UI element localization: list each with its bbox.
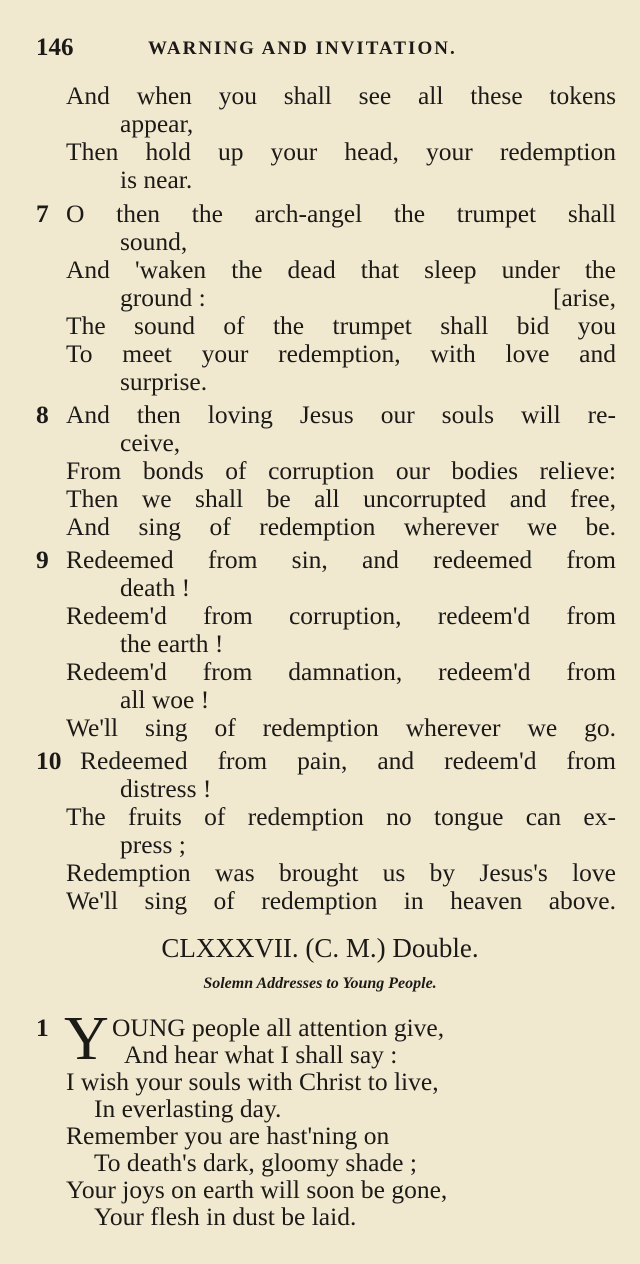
running-head: WARNING AND INVITATION. xyxy=(148,38,457,59)
stanza-9-line-1-cont: death ! xyxy=(120,573,191,602)
hymn-line-8: Your flesh in dust be laid. xyxy=(94,1202,357,1231)
stanza-9-line-3-cont: all woe ! xyxy=(120,685,210,714)
stanza-10-line-1: Redeemed from pain, and redeem'd from xyxy=(80,746,616,775)
hymn-line-6: To death's dark, gloomy shade ; xyxy=(94,1148,417,1177)
page-number: 146 xyxy=(36,34,74,61)
stanza-6-line-2: Then hold up your head, your redemption xyxy=(66,137,616,166)
stanza-10-line-4: We'll sing of redemption in heaven above. xyxy=(66,886,616,915)
stanza-10-line-2-cont: press ; xyxy=(120,830,186,859)
stanza-7-turnover: [arise, xyxy=(552,283,616,312)
stanza-9-line-2: Redeem'd from corruption, redeem'd from xyxy=(66,601,616,630)
stanza-7-line-4: To meet your redemption, with love and xyxy=(66,339,616,368)
hymn-line-1: OUNG people all attention give, xyxy=(112,1013,445,1042)
stanza-6-line-1: And when you shall see all these tokens xyxy=(66,81,616,110)
hymn-subtitle: Solemn Addresses to Young People. xyxy=(203,975,437,992)
hymn-line-2: And hear what I shall say : xyxy=(124,1040,398,1069)
stanza-8-line-3: Then we shall be all uncorrupted and free, xyxy=(66,484,616,513)
stanza-7-line-1: O then the arch-angel the trumpet shall xyxy=(66,199,616,228)
stanza-7-line-4-cont: surprise. xyxy=(120,367,208,396)
hymn-line-7: Your joys on earth will soon be gone, xyxy=(66,1175,448,1204)
stanza-10-line-2: The fruits of redemption no tongue can ex- xyxy=(66,802,616,831)
stanza-10-line-1-cont: distress ! xyxy=(120,774,212,803)
stanza-8-line-4: And sing of redemption wherever we be. xyxy=(66,512,616,541)
stanza-7-number: 7 xyxy=(36,199,49,228)
stanza-9-line-1: Redeemed from sin, and redeemed from xyxy=(66,545,616,574)
stanza-8-line-2: From bonds of corruption our bodies relieve: xyxy=(66,456,616,485)
hymn-title: CLXXXVII. (C. M.) Double. xyxy=(161,933,479,963)
stanza-9-line-3: Redeem'd from damnation, redeem'd from xyxy=(66,657,616,686)
hymn-line-3: I wish your souls with Christ to live, xyxy=(66,1067,439,1096)
drop-cap: Y xyxy=(64,1005,109,1073)
stanza-8-number: 8 xyxy=(36,400,49,429)
stanza-7-line-3: The sound of the trumpet shall bid you xyxy=(66,311,616,340)
page-header xyxy=(36,34,616,70)
stanza-7-line-2: And 'waken the dead that sleep under the xyxy=(66,255,616,284)
stanza-9-number: 9 xyxy=(36,545,49,574)
stanza-9-line-4: We'll sing of redemption wherever we go. xyxy=(66,713,616,742)
stanza-7-line-1-cont: sound, xyxy=(120,227,188,256)
stanza-6-line-2-cont: is near. xyxy=(120,165,193,194)
stanza-6-line-1-cont: appear, xyxy=(120,109,194,138)
stanza-9-line-2-cont: the earth ! xyxy=(120,629,224,658)
hymn-stanza-1-number: 1 xyxy=(36,1013,49,1042)
stanza-10-number: 10 xyxy=(36,746,62,775)
stanza-7-line-2-cont: ground : xyxy=(120,283,206,312)
stanza-8-line-1-cont: ceive, xyxy=(120,428,181,457)
hymn-line-4: In everlasting day. xyxy=(94,1094,282,1123)
stanza-8-line-1: And then loving Jesus our souls will re- xyxy=(66,400,616,429)
hymn-line-5: Remember you are hast'ning on xyxy=(66,1121,390,1150)
stanza-10-line-3: Redemption was brought us by Jesus's love xyxy=(66,858,616,887)
